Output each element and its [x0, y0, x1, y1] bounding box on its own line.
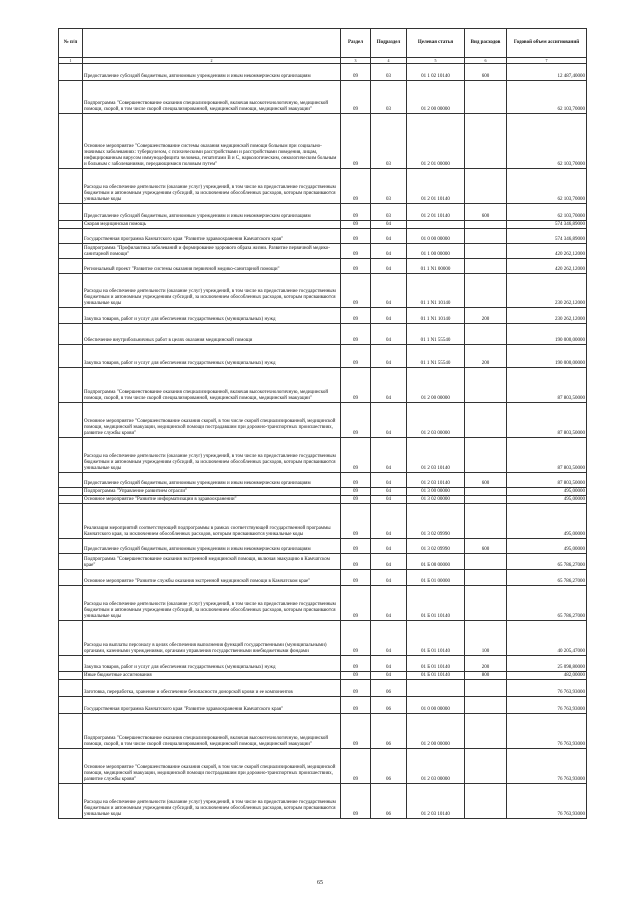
target-article-cell: 01 0 00 00000	[407, 697, 465, 714]
table-row	[59, 81, 587, 114]
row-number-cell	[59, 570, 83, 586]
expense-type-cell	[465, 496, 507, 504]
razdel-cell: 09	[341, 496, 371, 504]
row-number-cell	[59, 680, 83, 697]
table-row	[59, 496, 587, 504]
row-number-cell	[59, 81, 83, 114]
target-article-cell: 01 Б 01 10140	[407, 586, 465, 621]
amount-cell: 65 786,27000	[507, 570, 587, 586]
razdel-cell: 09	[341, 169, 371, 204]
expense-type-cell: 200	[465, 656, 507, 672]
target-article-cell: 01 2 00 00000	[407, 368, 465, 403]
expense-name-cell: Государственная программа Камчатского края "Развитие здравоохранения Камчатского края"	[83, 229, 341, 244]
target-article-cell: 01 Б 01 10140	[407, 621, 465, 656]
row-number-cell	[59, 473, 83, 488]
row-number-cell	[59, 621, 83, 656]
expense-type-cell	[465, 714, 507, 749]
page-number: 65	[317, 880, 323, 886]
table-row	[59, 64, 587, 81]
row-number-cell	[59, 204, 83, 221]
expense-name-cell: Основное мероприятие "Совершенствование системы оказания медицинской помощи больным при социально-значимых заболеваниях: туберкулезом, с психическими расстройствами и расстройствами поведения, лицам, инфицированным вирусом иммунодефицита человека, гепатитами В и С, наркологическим, онкологическим больным и больным с заболеваниями, передающимися половым путем"	[83, 114, 341, 169]
podrazdel-cell: 04	[371, 570, 407, 586]
razdel-cell: 09	[341, 621, 371, 656]
amount-cell: 420 262,12000	[507, 259, 587, 274]
expense-type-cell	[465, 570, 507, 586]
table-row	[59, 403, 587, 438]
row-number-cell	[59, 586, 83, 621]
expense-name-cell: Основное мероприятие "Развитие информатизации в здравоохранении"	[83, 496, 341, 504]
expense-name-cell: Государственная программа Камчатского края "Развитие здравоохранения Камчатского края"	[83, 697, 341, 714]
table-row	[59, 324, 587, 345]
expense-name-cell: Расходы на обеспечение деятельности (оказание услуг) учреждений, в том числе на предоставление государственным бюджетным и автономным учреждениям субсидий, за исключением обособленных расходов, которым присваиваются уникальные коды	[83, 438, 341, 473]
row-number-cell	[59, 488, 83, 496]
razdel-cell: 09	[341, 488, 371, 496]
podrazdel-cell: 04	[371, 345, 407, 368]
header-podrazdel: Подраздел	[371, 29, 407, 58]
expense-name-cell: Предоставление субсидий бюджетным, автономным учреждениям и иным некоммерческим организациям	[83, 473, 341, 488]
expense-type-cell	[465, 259, 507, 274]
target-article-cell: 01 Б 01 10140	[407, 672, 465, 680]
amount-cell: 230 262,12000	[507, 274, 587, 308]
row-number-cell	[59, 324, 83, 345]
podrazdel-cell: 04	[371, 473, 407, 488]
target-article-cell: 01 3 02 09990	[407, 539, 465, 554]
expense-type-cell: 600	[465, 539, 507, 554]
expense-name-cell: Закупка товаров, работ и услуг для обеспечения государственных (муниципальных) нужд	[83, 345, 341, 368]
expense-type-cell	[465, 81, 507, 114]
expense-type-cell	[465, 749, 507, 784]
table-row	[59, 656, 587, 672]
target-article-cell: 01 3 02 00000	[407, 496, 465, 504]
row-number-cell	[59, 368, 83, 403]
expense-name-cell: Предоставление субсидий бюджетным, автономным учреждениям и иным некоммерческим организациям	[83, 204, 341, 221]
row-number-cell	[59, 714, 83, 749]
target-article-cell: 01 2 01 10140	[407, 169, 465, 204]
column-number: 1	[59, 58, 83, 64]
expense-name-cell: Иные бюджетные ассигнования	[83, 672, 341, 680]
target-article-cell: 01 3 00 00000	[407, 488, 465, 496]
table-row	[59, 259, 587, 274]
expense-name-cell: Подпрограмма "Совершенствование оказания экстренной медицинской помощи, включая эвакуацию в Камчатском крае"	[83, 554, 341, 570]
expense-name-cell: Региональный проект "Развитие системы оказания первичной медико-санитарной помощи"	[83, 259, 341, 274]
podrazdel-cell: 06	[371, 714, 407, 749]
amount-cell: 65 786,27000	[507, 554, 587, 570]
expense-type-cell: 200	[465, 345, 507, 368]
razdel-cell: 09	[341, 749, 371, 784]
expense-type-cell	[465, 403, 507, 438]
row-number-cell	[59, 496, 83, 504]
target-article-cell: 01 2 03 10140	[407, 473, 465, 488]
expense-type-cell	[465, 169, 507, 204]
amount-cell: 76 763,93000	[507, 680, 587, 697]
table-row	[59, 570, 587, 586]
razdel-cell: 09	[341, 259, 371, 274]
expense-type-cell	[465, 229, 507, 244]
amount-cell: 495,00000	[507, 496, 587, 504]
table-row	[59, 308, 587, 324]
amount-cell: 495,00000	[507, 539, 587, 554]
budget-table	[58, 28, 587, 819]
expense-type-cell	[465, 488, 507, 496]
amount-cell: 574 346,89000	[507, 221, 587, 229]
amount-cell: 87 803,50000	[507, 403, 587, 438]
target-article-cell: 01 2 03 10140	[407, 438, 465, 473]
header-target-article: Целевая статья	[407, 29, 465, 58]
target-article-cell: 01 Б 01 10140	[407, 656, 465, 672]
expense-name-cell: Подпрограмма "Управление развитием отрасли"	[83, 488, 341, 496]
razdel-cell: 09	[341, 680, 371, 697]
header-expense-type: Вид расходов	[465, 29, 507, 58]
table-row	[59, 204, 587, 221]
amount-cell: 25 098,80000	[507, 656, 587, 672]
table-row	[59, 554, 587, 570]
row-number-cell	[59, 274, 83, 308]
amount-cell: 65 786,27000	[507, 586, 587, 621]
table-row	[59, 221, 587, 229]
table-row	[59, 438, 587, 473]
amount-cell: 76 763,93000	[507, 749, 587, 784]
podrazdel-cell: 04	[371, 672, 407, 680]
row-number-cell	[59, 64, 83, 81]
razdel-cell: 09	[341, 244, 371, 259]
podrazdel-cell: 04	[371, 308, 407, 324]
razdel-cell: 09	[341, 570, 371, 586]
razdel-cell: 09	[341, 81, 371, 114]
row-number-cell	[59, 244, 83, 259]
podrazdel-cell: 04	[371, 504, 407, 539]
podrazdel-cell: 04	[371, 621, 407, 656]
table-row	[59, 229, 587, 244]
amount-cell: 482,00000	[507, 672, 587, 680]
expense-name-cell: Расходы на выплаты персоналу в целях обеспечения выполнения функций государственными (муниципальными) органами, казенными учреждениями, органами управления государственными внебюджетными фондами	[83, 621, 341, 656]
table-body	[59, 64, 587, 819]
razdel-cell: 09	[341, 656, 371, 672]
podrazdel-cell: 06	[371, 749, 407, 784]
row-number-cell	[59, 672, 83, 680]
razdel-cell: 09	[341, 403, 371, 438]
podrazdel-cell: 04	[371, 586, 407, 621]
target-article-cell: 01 2 03 00000	[407, 403, 465, 438]
expense-type-cell	[465, 680, 507, 697]
row-number-cell	[59, 259, 83, 274]
razdel-cell: 09	[341, 697, 371, 714]
row-number-cell	[59, 539, 83, 554]
expense-type-cell	[465, 274, 507, 308]
expense-name-cell: Обеспечение внутрибольничных работ в целях оказания медицинской помощи	[83, 324, 341, 345]
expense-name-cell: Реализация мероприятий соответствующей подпрограммы в рамках соответствующей государственной программы Камчатского края, за исключением обособленных расходов, которым присваиваются уникальные коды	[83, 504, 341, 539]
column-number: 3	[341, 58, 371, 64]
column-number: 2	[83, 58, 341, 64]
razdel-cell: 09	[341, 229, 371, 244]
podrazdel-cell: 04	[371, 324, 407, 345]
amount-cell: 87 803,50000	[507, 438, 587, 473]
razdel-cell: 09	[341, 274, 371, 308]
amount-cell: 574 346,89000	[507, 229, 587, 244]
row-number-cell	[59, 697, 83, 714]
expense-name-cell: Предоставление субсидий бюджетным, автономным учреждениям и иным некоммерческим организациям	[83, 64, 341, 81]
podrazdel-cell: 04	[371, 368, 407, 403]
amount-cell: 40 205,47000	[507, 621, 587, 656]
podrazdel-cell: 04	[371, 554, 407, 570]
podrazdel-cell: 04	[371, 656, 407, 672]
razdel-cell: 09	[341, 114, 371, 169]
target-article-cell: 01 1 N1 10140	[407, 274, 465, 308]
expense-type-cell	[465, 504, 507, 539]
razdel-cell: 09	[341, 504, 371, 539]
row-number-cell	[59, 169, 83, 204]
podrazdel-cell: 03	[371, 64, 407, 81]
expense-name-cell: Основное мероприятие "Совершенствование оказания скорой, в том числе скорой специализированной, медицинской помощи, медицинской эвакуации, медицинской помощи пострадавшим при дорожно-транспортных происшествиях, развитие службы крови"	[83, 749, 341, 784]
table-row	[59, 697, 587, 714]
podrazdel-cell: 04	[371, 496, 407, 504]
column-number: 4	[371, 58, 407, 64]
razdel-cell: 09	[341, 64, 371, 81]
row-number-cell	[59, 221, 83, 229]
razdel-cell: 09	[341, 221, 371, 229]
podrazdel-cell: 04	[371, 488, 407, 496]
row-number-cell	[59, 554, 83, 570]
podrazdel-cell: 04	[371, 403, 407, 438]
razdel-cell: 09	[341, 714, 371, 749]
razdel-cell: 09	[341, 308, 371, 324]
target-article-cell: 01 1 N1 10140	[407, 308, 465, 324]
target-article-cell: 01 2 03 00000	[407, 749, 465, 784]
amount-cell: 87 803,50000	[507, 368, 587, 403]
target-article-cell	[407, 221, 465, 229]
expense-name-cell: Расходы на обеспечение деятельности (оказание услуг) учреждений, в том числе на предоставление государственным бюджетным и автономным учреждениям субсидий, за исключением обособленных расходов, которым присваиваются уникальные коды	[83, 169, 341, 204]
amount-cell: 495,00000	[507, 504, 587, 539]
expense-type-cell: 600	[465, 473, 507, 488]
razdel-cell: 09	[341, 345, 371, 368]
expense-name-cell: Заготовка, переработка, хранение и обеспечение безопасности донорской крови и ее компонентов	[83, 680, 341, 697]
expense-type-cell: 100	[465, 621, 507, 656]
expense-name-cell: Расходы на обеспечение деятельности (оказание услуг) учреждений, в том числе на предоставление государственным бюджетным и автономным учреждениям субсидий, за исключением обособленных расходов, которым присваиваются уникальные коды	[83, 586, 341, 621]
expense-type-cell	[465, 221, 507, 229]
header-name	[83, 29, 341, 58]
amount-cell: 62 103,70000	[507, 204, 587, 221]
expense-type-cell	[465, 244, 507, 259]
table-row	[59, 114, 587, 169]
target-article-cell: 01 0 00 00000	[407, 229, 465, 244]
amount-cell: 190 000,00000	[507, 345, 587, 368]
row-number-cell	[59, 229, 83, 244]
expense-type-cell	[465, 114, 507, 169]
amount-cell: 495,00000	[507, 488, 587, 496]
amount-cell: 76 763,93000	[507, 697, 587, 714]
row-number-cell	[59, 114, 83, 169]
column-number: 5	[407, 58, 465, 64]
table-row	[59, 488, 587, 496]
column-number: 6	[465, 58, 507, 64]
target-article-cell: 01 1 N1 55540	[407, 324, 465, 345]
razdel-cell: 09	[341, 368, 371, 403]
podrazdel-cell: 04	[371, 438, 407, 473]
row-number-cell	[59, 504, 83, 539]
amount-cell: 62 103,70000	[507, 114, 587, 169]
amount-cell: 62 103,70000	[507, 169, 587, 204]
expense-type-cell	[465, 438, 507, 473]
razdel-cell: 09	[341, 586, 371, 621]
expense-name-cell: Предоставление субсидий бюджетным, автономным учреждениям и иным некоммерческим организациям	[83, 539, 341, 554]
expense-type-cell: 600	[465, 204, 507, 221]
table-row	[59, 539, 587, 554]
razdel-cell: 09	[341, 784, 371, 819]
podrazdel-cell: 03	[371, 204, 407, 221]
amount-cell: 87 803,50000	[507, 473, 587, 488]
table-row	[59, 244, 587, 259]
podrazdel-cell: 04	[371, 221, 407, 229]
target-article-cell: 01 2 00 00000	[407, 714, 465, 749]
expense-type-cell	[465, 784, 507, 819]
target-article-cell: 01 1 02 10140	[407, 64, 465, 81]
target-article-cell: 01 2 00 00000	[407, 81, 465, 114]
expense-name-cell: Подпрограмма "Совершенствование оказания специализированной, включая высокотехнологичную, медицинской помощи, скорой, в том числе скорой специализированной, медицинской помощи, медицинской эвакуации"	[83, 368, 341, 403]
expense-name-cell: Скорая медицинская помощь	[83, 221, 341, 229]
row-number-cell	[59, 784, 83, 819]
expense-name-cell: Закупка товаров, работ и услуг для обеспечения государственных (муниципальных) нужд	[83, 656, 341, 672]
table-row	[59, 473, 587, 488]
expense-name-cell: Подпрограмма "Профилактика заболеваний и формирование здорового образа жизни. Развитие первичной медико-санитарной помощи"	[83, 244, 341, 259]
table-header-row	[59, 29, 587, 58]
razdel-cell: 09	[341, 324, 371, 345]
amount-cell: 420 262,12000	[507, 244, 587, 259]
target-article-cell: 01 3 02 09990	[407, 504, 465, 539]
podrazdel-cell: 03	[371, 81, 407, 114]
table-row	[59, 274, 587, 308]
table-row	[59, 345, 587, 368]
razdel-cell: 09	[341, 204, 371, 221]
expense-type-cell	[465, 368, 507, 403]
expense-type-cell	[465, 554, 507, 570]
expense-name-cell: Основное мероприятие "Развитие службы оказания экстренной медицинской помощи в Камчатском крае"	[83, 570, 341, 586]
target-article-cell: 01 2 01 10140	[407, 204, 465, 221]
row-number-cell	[59, 345, 83, 368]
table-row	[59, 784, 587, 819]
table-row	[59, 749, 587, 784]
expense-name-cell: Закупка товаров, работ и услуг для обеспечения государственных (муниципальных) нужд	[83, 308, 341, 324]
header-razdel: Раздел	[341, 29, 371, 58]
expense-name-cell: Подпрограмма "Совершенствование оказания специализированной, включая высокотехнологичную, медицинской помощи, скорой, в том числе скорой специализированной, медицинской помощи, медицинской эвакуации"	[83, 81, 341, 114]
expense-name-cell: Подпрограмма "Совершенствование оказания специализированной, включая высокотехнологичную, медицинской помощи, скорой, в том числе скорой специализированной, медицинской помощи, медицинской эвакуации"	[83, 714, 341, 749]
podrazdel-cell: 06	[371, 680, 407, 697]
table-row	[59, 680, 587, 697]
expense-name-cell: Расходы на обеспечение деятельности (оказание услуг) учреждений, в том числе на предоставление государственным бюджетным и автономным учреждениям субсидий, за исключением обособленных расходов, которым присваиваются уникальные коды	[83, 784, 341, 819]
target-article-cell: 01 2 03 10140	[407, 784, 465, 819]
target-article-cell: 01 Б 01 00000	[407, 570, 465, 586]
target-article-cell: 01 1 00 00000	[407, 244, 465, 259]
expense-type-cell	[465, 586, 507, 621]
row-number-cell	[59, 403, 83, 438]
razdel-cell: 09	[341, 672, 371, 680]
podrazdel-cell: 04	[371, 539, 407, 554]
podrazdel-cell: 04	[371, 229, 407, 244]
podrazdel-cell: 03	[371, 114, 407, 169]
table-row	[59, 169, 587, 204]
target-article-cell: 01 Б 00 00000	[407, 554, 465, 570]
table-row	[59, 586, 587, 621]
amount-cell: 12 487,40000	[507, 64, 587, 81]
header-number: № п/п	[59, 29, 83, 58]
razdel-cell: 09	[341, 554, 371, 570]
table-row	[59, 368, 587, 403]
amount-cell: 62 103,70000	[507, 81, 587, 114]
row-number-cell	[59, 656, 83, 672]
header-annual-volume: Годовой объем ассигнований	[507, 29, 587, 58]
podrazdel-cell: 06	[371, 697, 407, 714]
podrazdel-cell: 06	[371, 784, 407, 819]
expense-type-cell: 800	[465, 672, 507, 680]
amount-cell: 190 000,00000	[507, 324, 587, 345]
table-row	[59, 621, 587, 656]
target-article-cell: 01 2 01 00000	[407, 114, 465, 169]
table-row	[59, 672, 587, 680]
table-row	[59, 504, 587, 539]
row-number-cell	[59, 308, 83, 324]
expense-type-cell: 200	[465, 308, 507, 324]
razdel-cell: 09	[341, 438, 371, 473]
expense-name-cell: Основное мероприятие "Совершенствование оказания скорой, в том числе скорой специализированной, медицинской помощи, медицинской эвакуации, медицинской помощи пострадавшим при дорожно-транспортных происшествиях, развитие службы крови"	[83, 403, 341, 438]
expense-name-cell: Расходы на обеспечение деятельности (оказание услуг) учреждений, в том числе на предоставление государственным бюджетным и автономным учреждениям субсидий, за исключением обособленных расходов, которым присваиваются уникальные коды	[83, 274, 341, 308]
table-row	[59, 714, 587, 749]
target-article-cell	[407, 680, 465, 697]
target-article-cell: 01 1 N1 55540	[407, 345, 465, 368]
amount-cell: 76 763,93000	[507, 714, 587, 749]
podrazdel-cell: 03	[371, 169, 407, 204]
razdel-cell: 09	[341, 473, 371, 488]
row-number-cell	[59, 749, 83, 784]
podrazdel-cell: 04	[371, 244, 407, 259]
podrazdel-cell: 04	[371, 274, 407, 308]
row-number-cell	[59, 438, 83, 473]
target-article-cell: 01 1 N1 00000	[407, 259, 465, 274]
amount-cell: 76 763,93000	[507, 784, 587, 819]
razdel-cell: 09	[341, 539, 371, 554]
expense-type-cell: 600	[465, 64, 507, 81]
expense-type-cell	[465, 697, 507, 714]
podrazdel-cell: 04	[371, 259, 407, 274]
column-number: 7	[507, 58, 587, 64]
amount-cell: 230 262,12000	[507, 308, 587, 324]
expense-type-cell	[465, 324, 507, 345]
